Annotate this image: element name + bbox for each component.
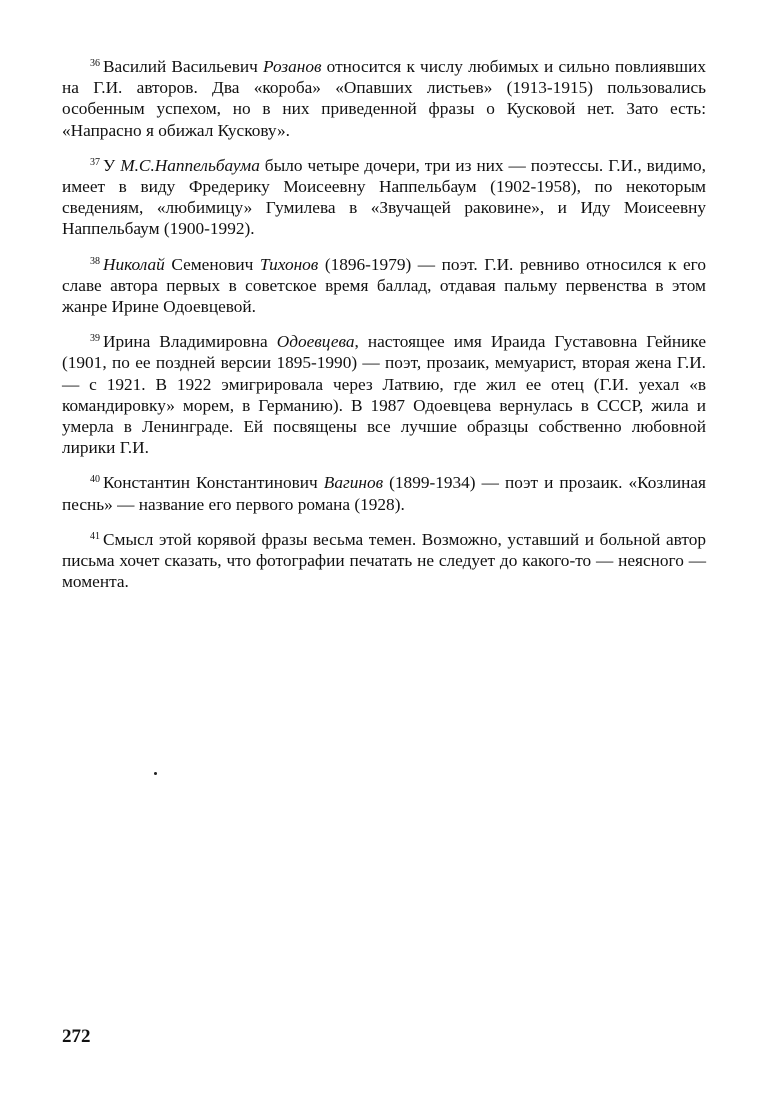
footnote-number: 40	[90, 474, 100, 486]
stray-dot-mark	[154, 772, 157, 775]
footnote-text: (1899-1934) — поэт и прозаик. «Козлиная песнь» — название его первого романа (1928).	[62, 473, 706, 514]
footnote-italic-name: Тихонов	[259, 254, 319, 274]
footnote-number: 41	[90, 530, 100, 542]
footnote-39	[62, 331, 706, 458]
footnotes-list	[62, 56, 706, 606]
footnote-text: Ирина Владимировна	[103, 332, 277, 352]
footnote-italic-name: Розанов	[263, 57, 322, 76]
footnote-text: , настоящее имя Ираида Густавовна Гейнике (1901, по ее поздней версии 1895-1990) — поэт, прозаик, мемуарист, вторая жена Г.И. — с 1921. В 1922 эмигрировала через Латвию, где жил ее отец (Г.И. уехал «в командировку» морем, в Германию). В 1987 Одоевцева вернулась в СССР, жила и умерла в Ленинграде. Ей посвящены все лучшие образцы собственно любовной лирики Г.И.	[62, 332, 706, 458]
footnote-text: У	[103, 155, 121, 175]
footnote-text: Василий Васильевич	[103, 57, 264, 76]
footnote-italic-name: М.С.Наппельбаума	[120, 155, 260, 175]
footnote-38	[62, 254, 706, 318]
footnote-number: 38	[90, 255, 100, 267]
footnote-36	[62, 56, 706, 141]
footnote-text: (1896-1979) — поэт. Г.И. ревниво относился к его славе автора первых в советское время баллад, отдавая пальму первенства в этом жанре Ирине Одоевцевой.	[62, 254, 706, 317]
footnote-text: Константин Константинович	[103, 473, 324, 493]
footnote-41	[62, 529, 706, 593]
footnote-text: относится к числу любимых и сильно повлиявших на Г.И. авторов. Два «короба» «Опавших листьев» (1913-1915) пользовались особенным успехом, но в них приведенной фразы о Кусковой нет. Зато есть: «Напрасно я обижал Кускову».	[62, 57, 706, 140]
footnote-italic-name: Николай	[103, 254, 165, 274]
footnote-text: Семенович	[164, 254, 260, 274]
page-number: 272	[62, 1026, 91, 1047]
footnote-text: Смысл этой корявой фразы весьма темен. Возможно, уставший и больной автор письма хочет сказать, что фотографии печатать не следует до какого-то — неясного — момента.	[62, 529, 706, 592]
footnote-text: было четыре дочери, три из них — поэтессы. Г.И., видимо, имеет в виду Фредерику Моисеевну Наппельбаум (1902-1958), по некоторым сведениям, «любимицу» Гумилева в «Звучащей раковине», и Иду Моисеевну Наппельбаум (1900-1992).	[62, 155, 706, 239]
footnote-number: 37	[90, 156, 100, 168]
footnote-number: 39	[90, 333, 100, 345]
footnote-italic-name: Одоевцева	[276, 332, 355, 352]
footnote-37	[62, 155, 706, 240]
footnote-italic-name: Вагинов	[323, 473, 384, 493]
footnote-number: 36	[90, 58, 100, 69]
footnote-40	[62, 472, 706, 514]
